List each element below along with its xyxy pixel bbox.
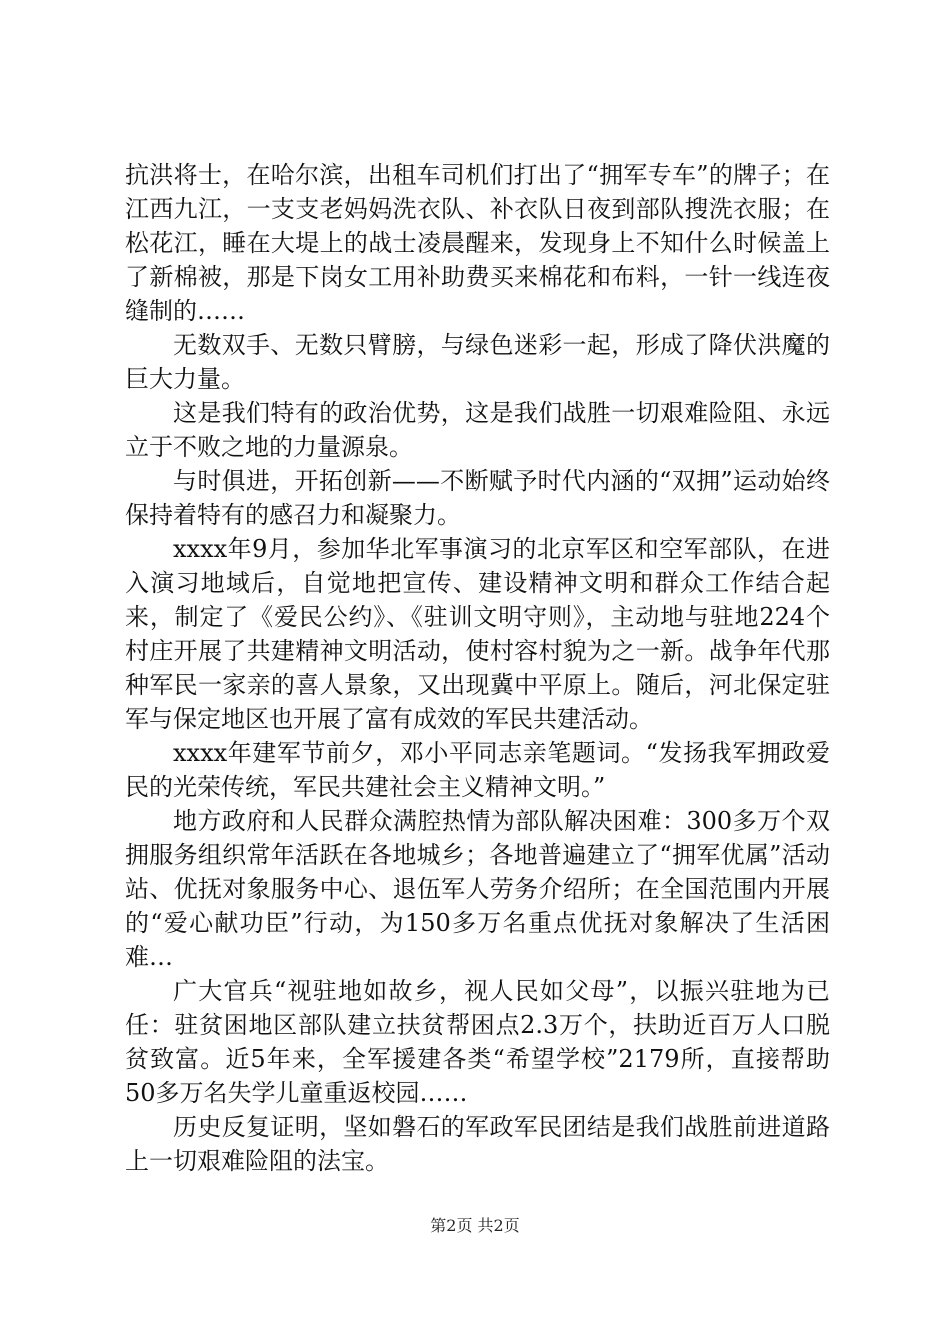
document-body <box>125 158 830 1178</box>
paragraph: 历史反复证明，坚如磐石的军政军民团结是我们战胜前进道路上一切艰难险阻的法宝。 <box>125 1113 830 1175</box>
paragraph: 地方政府和人民群众满腔热情为部队解决困难：300多万个双拥服务组织常年活跃在各地城乡；各地普遍建立了“拥军优属”活动站、优抚对象服务中心、退伍军人劳务介绍所；在全国范围内开展的“爱心献功臣”行动，为150多万名重点优抚对象解决了生活困难… <box>125 807 830 971</box>
paragraph: 广大官兵“视驻地如故乡，视人民如父母”，以振兴驻地为已任：驻贫困地区部队建立扶贫帮困点2.3万个，扶助近百万人口脱贫致富。近5年来，全军援建各类“希望学校”2179所，直接帮助50多万名失学儿童重返校园…… <box>125 977 830 1107</box>
paragraph: xxxx年9月，参加华北军事演习的北京军区和空军部队，在进入演习地域后，自觉地把宣传、建设精神文明和群众工作结合起来，制定了《爱民公约》、《驻训文明守则》，主动地与驻地224个村庄开展了共建精神文明活动，使村容村貌为之一新。战争年代那种军民一家亲的喜人景象，又出现冀中平原上。随后，河北保定驻军与保定地区也开展了富有成效的军民共建活动。 <box>125 535 830 733</box>
paragraph: 抗洪将士，在哈尔滨，出租车司机们打出了“拥军专车”的牌子；在江西九江，一支支老妈妈洗衣队、补衣队日夜到部队搜洗衣服；在松花江，睡在大堤上的战士凌晨醒来，发现身上不知什么时候盖上了新棉被，那是下岗女工用补助费买来棉花和布料，一针一线连夜缝制的…… <box>125 161 830 325</box>
paragraph: 与时俱进，开拓创新——不断赋予时代内涵的“双拥”运动始终保持着特有的感召力和凝聚力。 <box>125 467 830 529</box>
paragraph: xxxx年建军节前夕，邓小平同志亲笔题词。“发扬我军拥政爱民的光荣传统，军民共建社会主义精神文明。” <box>125 739 830 801</box>
paragraph: 这是我们特有的政治优势，这是我们战胜一切艰难险阻、永远立于不败之地的力量源泉。 <box>125 399 830 461</box>
page-footer: 第2页 共2页 <box>430 1216 520 1235</box>
paragraph: 无数双手、无数只臂膀，与绿色迷彩一起，形成了降伏洪魔的巨大力量。 <box>125 331 830 393</box>
